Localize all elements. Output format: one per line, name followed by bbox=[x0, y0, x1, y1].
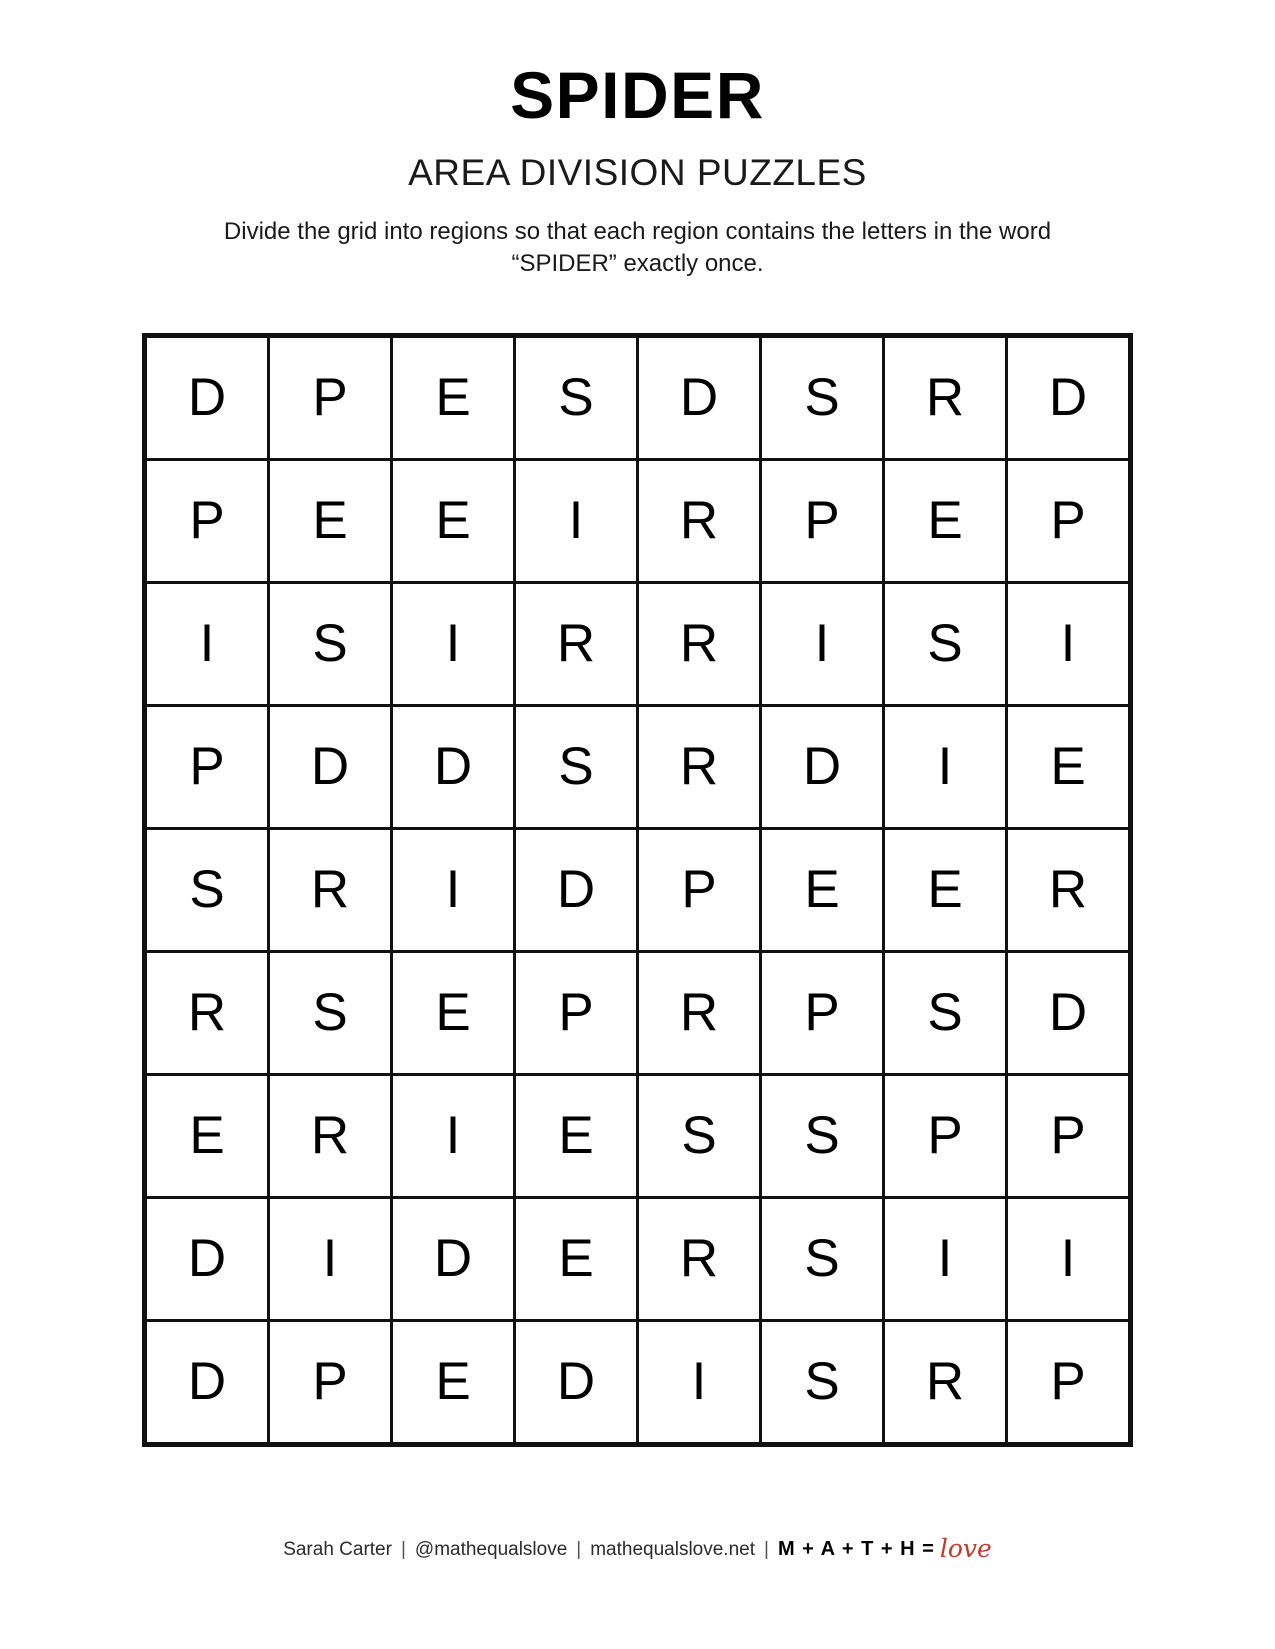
grid-cell[interactable]: D bbox=[761, 705, 884, 828]
grid-cell[interactable]: P bbox=[515, 951, 638, 1074]
page-subtitle: AREA DIVISION PUZZLES bbox=[408, 152, 867, 193]
instructions-text: Divide the grid into regions so that each region contains the letters in the word “SPIDER” exactly once. bbox=[223, 218, 1052, 278]
footer-website[interactable]: mathequalslove.net bbox=[590, 1539, 755, 1560]
table-row bbox=[145, 1074, 1131, 1197]
grid-cell[interactable]: S bbox=[761, 1197, 884, 1320]
grid-cell[interactable]: R bbox=[269, 1074, 392, 1197]
grid-cell[interactable]: S bbox=[884, 582, 1007, 705]
grid-cell[interactable]: S bbox=[761, 1074, 884, 1197]
grid-cell[interactable]: E bbox=[515, 1074, 638, 1197]
page-footer bbox=[0, 1532, 1275, 1561]
grid-cell[interactable]: I bbox=[638, 1320, 761, 1444]
puzzle-grid[interactable] bbox=[142, 333, 1133, 1447]
grid-cell[interactable]: R bbox=[145, 951, 269, 1074]
grid-cell[interactable]: I bbox=[1007, 582, 1131, 705]
grid-cell[interactable]: R bbox=[638, 1197, 761, 1320]
grid-cell[interactable]: P bbox=[884, 1074, 1007, 1197]
footer-separator: | bbox=[764, 1539, 769, 1560]
grid-cell[interactable]: D bbox=[638, 335, 761, 459]
grid-cell[interactable]: R bbox=[638, 582, 761, 705]
grid-cell[interactable]: P bbox=[761, 459, 884, 582]
grid-cell[interactable]: E bbox=[392, 335, 515, 459]
grid-cell[interactable]: I bbox=[392, 582, 515, 705]
grid-cell[interactable]: E bbox=[145, 1074, 269, 1197]
grid-cell[interactable]: R bbox=[515, 582, 638, 705]
grid-cell[interactable]: D bbox=[145, 1320, 269, 1444]
grid-cell[interactable]: E bbox=[269, 459, 392, 582]
grid-cell[interactable]: P bbox=[269, 335, 392, 459]
grid-cell[interactable]: P bbox=[1007, 1320, 1131, 1444]
grid-cell[interactable]: S bbox=[884, 951, 1007, 1074]
grid-cell[interactable]: I bbox=[761, 582, 884, 705]
grid-cell[interactable]: P bbox=[1007, 459, 1131, 582]
grid-cell[interactable]: D bbox=[515, 1320, 638, 1444]
grid-cell[interactable]: R bbox=[638, 705, 761, 828]
grid-cell[interactable]: P bbox=[145, 459, 269, 582]
grid-cell[interactable]: I bbox=[145, 582, 269, 705]
grid-cell[interactable]: D bbox=[1007, 951, 1131, 1074]
grid-cell[interactable]: P bbox=[1007, 1074, 1131, 1197]
grid-cell[interactable]: P bbox=[145, 705, 269, 828]
grid-cell[interactable]: D bbox=[269, 705, 392, 828]
grid-cell[interactable]: E bbox=[392, 459, 515, 582]
grid-cell[interactable]: E bbox=[761, 828, 884, 951]
grid-cell[interactable]: S bbox=[761, 335, 884, 459]
grid-cell[interactable]: D bbox=[392, 705, 515, 828]
footer-separator: | bbox=[576, 1539, 582, 1560]
grid-cell[interactable]: S bbox=[145, 828, 269, 951]
grid-cell[interactable]: R bbox=[884, 335, 1007, 459]
grid-cell[interactable]: R bbox=[269, 828, 392, 951]
grid-cell[interactable]: E bbox=[884, 828, 1007, 951]
grid-cell[interactable]: R bbox=[638, 459, 761, 582]
grid-cell[interactable]: S bbox=[761, 1320, 884, 1444]
footer-author: Sarah Carter bbox=[283, 1539, 392, 1560]
grid-cell[interactable]: D bbox=[145, 335, 269, 459]
grid-cell[interactable]: S bbox=[638, 1074, 761, 1197]
grid-cell[interactable]: P bbox=[269, 1320, 392, 1444]
grid-cell[interactable]: D bbox=[1007, 335, 1131, 459]
grid-cell[interactable]: P bbox=[761, 951, 884, 1074]
grid-cell[interactable]: I bbox=[515, 459, 638, 582]
brand-logo-text: M + A + T + H = bbox=[777, 1538, 935, 1560]
grid-cell[interactable]: E bbox=[392, 1320, 515, 1444]
grid-cell[interactable]: E bbox=[515, 1197, 638, 1320]
table-row bbox=[145, 582, 1131, 705]
brand-logo-love: love bbox=[939, 1534, 992, 1563]
grid-cell[interactable]: I bbox=[269, 1197, 392, 1320]
grid-cell[interactable]: E bbox=[1007, 705, 1131, 828]
table-row bbox=[145, 705, 1131, 828]
grid-cell[interactable]: S bbox=[269, 951, 392, 1074]
grid-cell[interactable]: E bbox=[884, 459, 1007, 582]
grid-cell[interactable]: R bbox=[1007, 828, 1131, 951]
grid-cell[interactable]: I bbox=[392, 828, 515, 951]
grid-cell[interactable]: E bbox=[392, 951, 515, 1074]
table-row bbox=[145, 335, 1131, 459]
grid-cell[interactable]: S bbox=[269, 582, 392, 705]
grid-cell[interactable]: R bbox=[638, 951, 761, 1074]
grid-cell[interactable]: I bbox=[884, 705, 1007, 828]
grid-cell[interactable]: D bbox=[392, 1197, 515, 1320]
grid-cell[interactable]: I bbox=[1007, 1197, 1131, 1320]
grid-cell[interactable]: I bbox=[884, 1197, 1007, 1320]
table-row bbox=[145, 951, 1131, 1074]
page-title: SPIDER bbox=[510, 58, 765, 132]
grid-cell[interactable]: D bbox=[515, 828, 638, 951]
footer-handle: @mathequalslove bbox=[414, 1539, 568, 1560]
puzzle-grid-container bbox=[0, 333, 1275, 1447]
table-row bbox=[145, 1320, 1131, 1444]
table-row bbox=[145, 459, 1131, 582]
grid-cell[interactable]: D bbox=[145, 1197, 269, 1320]
table-row bbox=[145, 1197, 1131, 1320]
grid-cell[interactable]: S bbox=[515, 335, 638, 459]
grid-cell[interactable]: S bbox=[515, 705, 638, 828]
grid-cell[interactable]: R bbox=[884, 1320, 1007, 1444]
footer-separator: | bbox=[400, 1539, 406, 1560]
grid-cell[interactable]: I bbox=[392, 1074, 515, 1197]
grid-cell[interactable]: P bbox=[638, 828, 761, 951]
table-row bbox=[145, 828, 1131, 951]
